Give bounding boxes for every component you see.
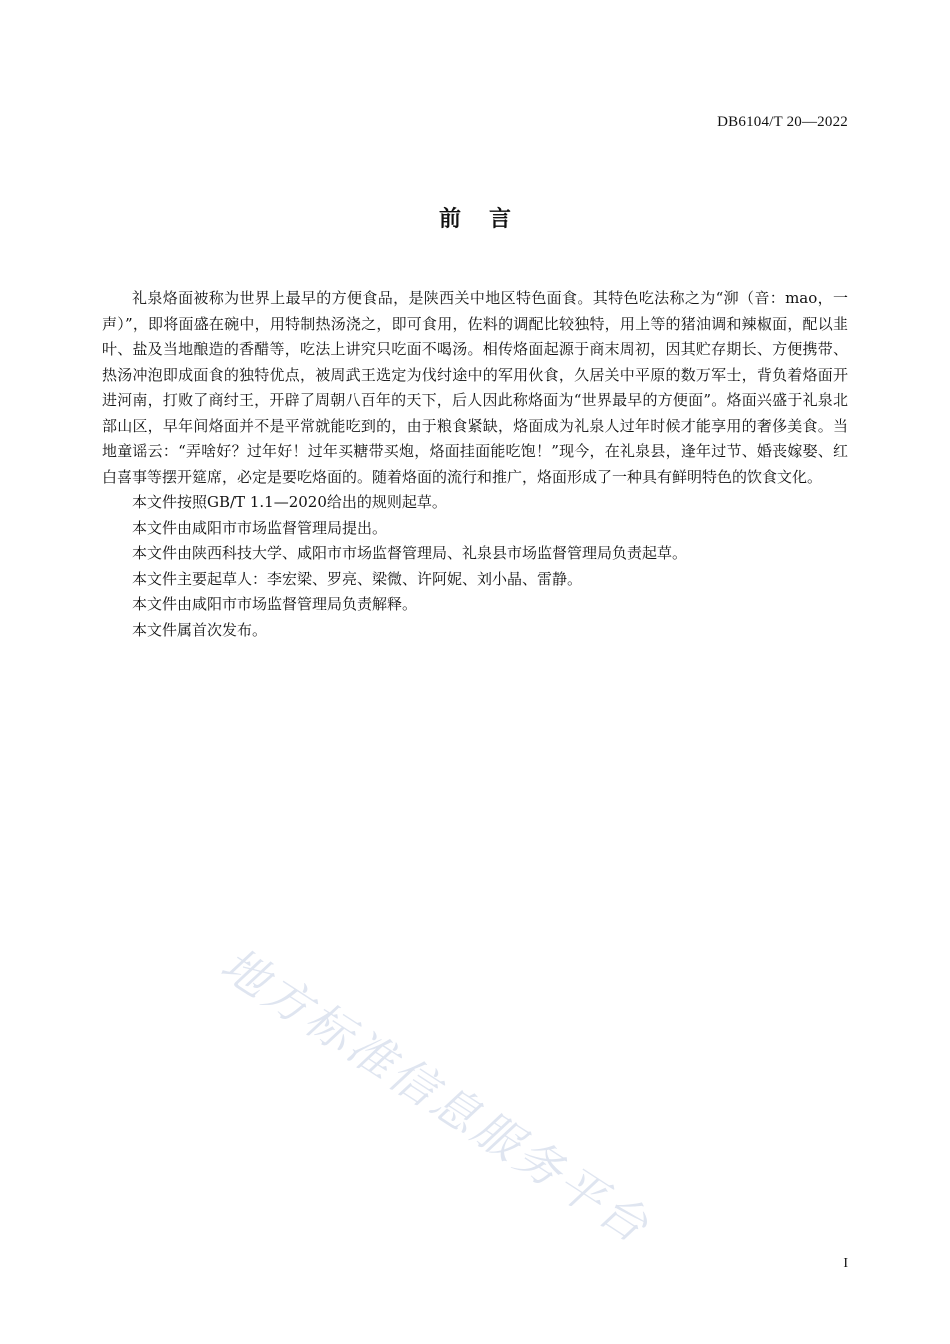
- intro-paragraph: 礼泉烙面被称为世界上最早的方便食品，是陕西关中地区特色面食。其特色吃法称之为“泖（音：mao，一声）”，即将面盛在碗中，用特制热汤浇之，即可食用，佐料的调配比较独特，用上等的猪油调和辣椒面，配以韭叶、盐及当地酿造的香醋等，吃法上讲究只吃面不喝汤。相传烙面起源于商末周初，因其贮存期长、方便携带、热汤冲泡即成面食的独特优点，被周武王选定为伐纣途中的军用伙食，久居关中平原的数万军士，背负着烙面开进河南，打败了商纣王，开辟了周朝八百年的天下，后人因此称烙面为“世界最早的方便面”。烙面兴盛于礼泉北部山区，早年间烙面并不是平常就能吃到的，由于粮食紧缺，烙面成为礼泉人过年时候才能享用的奢侈美食。当地童谣云：“弄啥好？过年好！过年买糖带买炮，烙面挂面能吃饱！”现今，在礼泉县，逢年过节、婚丧嫁娶、红白喜事等摆开筵席，必定是要吃烙面的。随着烙面的流行和推广，烙面形成了一种具有鲜明特色的饮食文化。: [102, 289, 848, 486]
- drafting-units-paragraph: 本文件由陕西科技大学、咸阳市市场监督管理局、礼泉县市场监督管理局负责起草。: [132, 544, 688, 562]
- document-body: [102, 286, 848, 643]
- drafters-paragraph: 本文件主要起草人：李宏梁、罗亮、梁微、许阿妮、刘小晶、雷静。: [132, 569, 583, 588]
- release-paragraph: 本文件属首次发布。: [132, 620, 268, 639]
- page-title: 前言: [438, 207, 539, 232]
- drafting-rules-paragraph: 本文件按照GB/T 1.1—2020给出的规则起草。: [132, 493, 447, 511]
- proposer-paragraph: 本文件由咸阳市市场监督管理局提出。: [132, 518, 388, 537]
- page-number: I: [843, 1256, 848, 1271]
- interpretation-paragraph: 本文件由咸阳市市场监督管理局负责解释。: [132, 595, 418, 613]
- watermark: 地方标准信息服务平台: [211, 936, 661, 1255]
- document-code: DB6104/T 20—2022: [717, 114, 848, 130]
